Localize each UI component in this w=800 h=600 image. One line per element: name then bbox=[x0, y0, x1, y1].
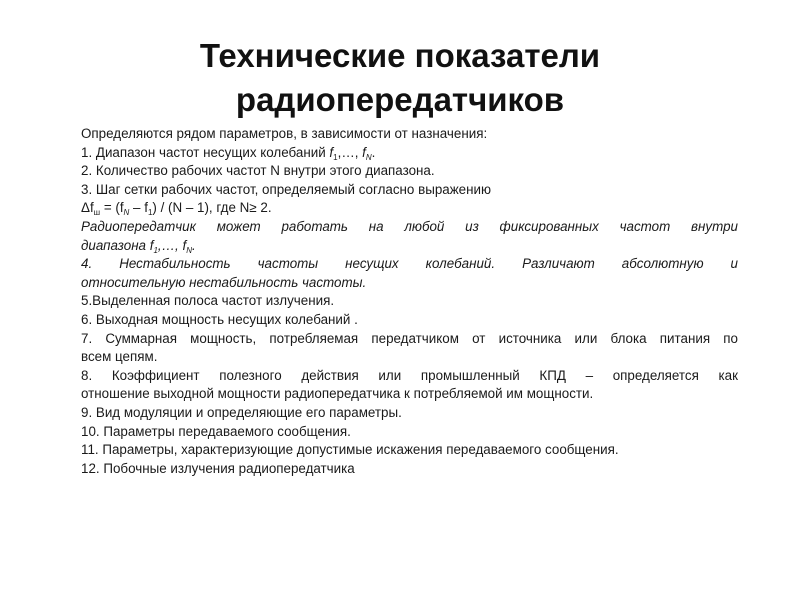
item-3: 3. Шаг сетки рабочих частот, определяемый согласно выражению bbox=[81, 181, 492, 197]
item-4-line-1: 4. Нестабильность частоты несущих колебаний. Различают абсолютную и bbox=[81, 256, 738, 272]
item-11: 11. Параметры, характеризующие допустимые искажения передаваемого сообщения. bbox=[81, 442, 619, 458]
item-6: 6. Выходная мощность несущих колебаний . bbox=[81, 311, 358, 327]
item-12: 12. Побочные излучения радиопередатчика bbox=[81, 460, 355, 476]
title-line-2: радиопередатчиков bbox=[235, 81, 565, 118]
item-10: 10. Параметры передаваемого сообщения. bbox=[81, 423, 351, 439]
item-7-line-2: всем цепям. bbox=[81, 349, 158, 365]
item-7-line-1: 7. Суммарная мощность, потребляемая передатчиком от источника или блока питания по bbox=[81, 330, 738, 346]
item-8-line-2: отношение выходной мощности радиопередатчика к потребляемой им мощности. bbox=[81, 386, 594, 402]
item-8-line-1: 8. Коэффициент полезного действия или промышленный КПД – определяется как bbox=[81, 367, 738, 383]
formula-line: $\Delta f_ш = (f_N - f_1) / (N - 1)$, где N≥ 2. bbox=[81, 200, 272, 218]
note-line-1: Радиопередатчик может работать на любой из фиксированных частот внутри bbox=[81, 218, 738, 234]
item-5: 5.Выделенная полоса частот излучения. bbox=[81, 293, 335, 309]
title-line-1: Технические показатели bbox=[199, 37, 601, 74]
slide-title bbox=[0, 34, 800, 122]
item-9: 9. Вид модуляции и определяющие его параметры. bbox=[81, 404, 402, 420]
item-4-line-2: относительную нестабильность частоты. bbox=[81, 274, 367, 290]
note-line-2: диапазона $f_1,\dots$, $f_N$. bbox=[81, 237, 196, 255]
item-1: 1. Диапазон частот несущих колебаний $f_1,\dots$, $f_N$. bbox=[81, 144, 376, 162]
intro-line: Определяются рядом параметров, в зависимости от назначения: bbox=[81, 126, 488, 141]
item-2: 2. Количество рабочих частот N внутри этого диапазона. bbox=[81, 163, 435, 179]
body-text bbox=[81, 125, 738, 478]
